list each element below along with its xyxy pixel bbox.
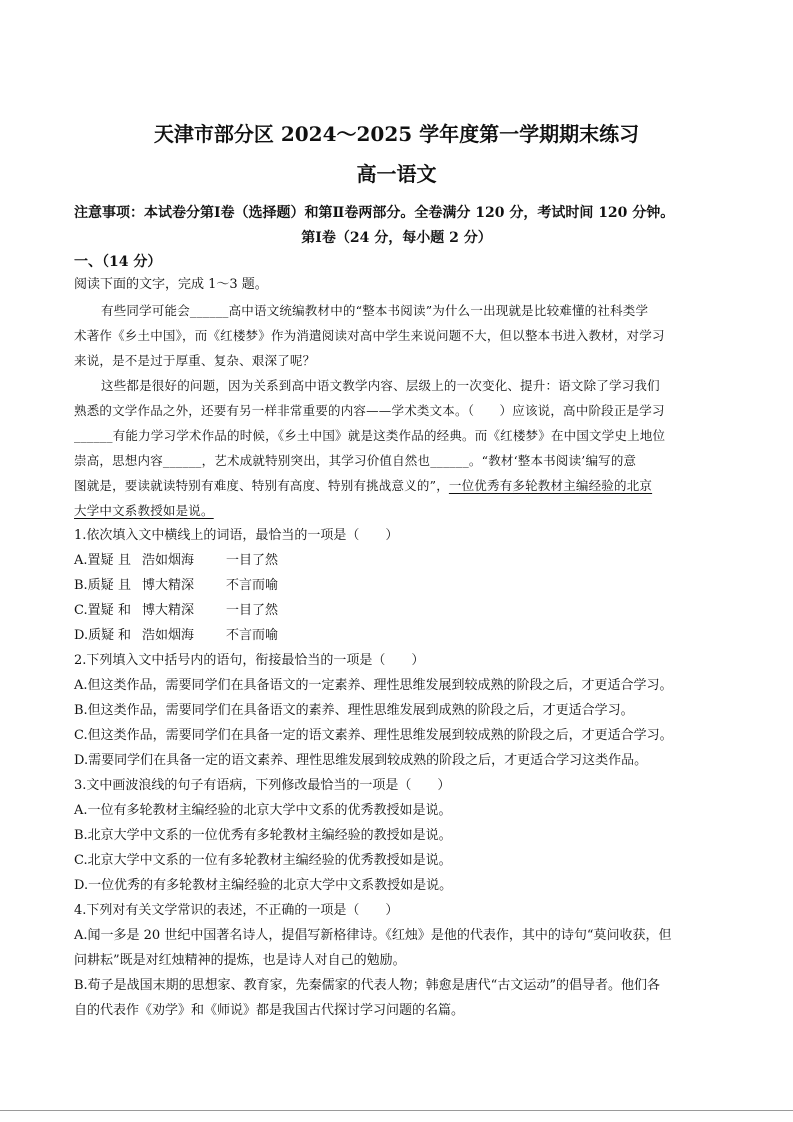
passage-line: ______有能力学习学术作品的时候，《乡土中国》就是这类作品的经典。而《红楼梦》在中国文学史上地位 — [74, 428, 666, 443]
question-stem: 1.依次填入文中横线上的词语，最恰当的一项是（ ） — [74, 528, 399, 543]
section-instruction: 阅读下面的文字，完成 1～3 题。 — [74, 277, 268, 292]
option-line: B.荀子是战国末期的思想家、教育家，先秦儒家的代表人物；韩愈是唐代“古文运动”的倡导者。他们各 — [74, 978, 660, 993]
passage-line: 有些同学可能会______高中语文统编教材中的“整本书阅读”为什么一出现就是比较难懂的社科类学 — [101, 303, 649, 318]
option-line: C.北京大学中文系的一位有多轮教材主编经验的优秀教授如是说。 — [74, 853, 452, 868]
option-line: A.一位有多轮教材主编经验的北京大学中文系的优秀教授如是说。 — [74, 803, 452, 818]
option-line: B.北京大学中文系的一位优秀有多轮教材主编经验的教授如是说。 — [74, 828, 452, 843]
option-row — [74, 577, 278, 595]
option-line: D.一位优秀的有多轮教材主编经验的北京大学中文系教授如是说。 — [74, 878, 453, 893]
passage-line: 熟悉的文学作品之外，还要有另一样非常重要的内容——学术类文本。（ ）应该说，高中阶段正是学习 — [74, 403, 665, 418]
passage-line: 这些都是很好的问题，因为关系到高中语文教学内容、层级上的一次变化、提升：语文除了学习我们 — [101, 378, 660, 393]
option-line: D.需要同学们在具备一定的语文素养、理性思维发展到较成熟的阶段之后，才更适合学习这类作品。 — [74, 753, 648, 768]
option-line: A.但这类作品，需要同学们在具备语文的一定素养、理性思维发展到较成熟的阶段之后，才更适合学习。 — [74, 678, 673, 693]
option-cell: D.质疑 — [74, 628, 115, 643]
option-line: 问耕耘”既是对红烛精神的提炼，也是诗人对自己的勉励。 — [74, 953, 406, 968]
option-cell: 一目了然 — [226, 603, 279, 618]
option-cell: 和 — [118, 628, 132, 643]
option-cell: B.质疑 — [74, 578, 114, 593]
option-row — [74, 627, 278, 645]
option-line: A.闻一多是 20 世纪中国著名诗人，提倡写新格律诗。《红烛》是他的代表作，其中的诗句“莫问收获，但 — [74, 928, 672, 943]
option-cell: 博大精深 — [142, 603, 195, 618]
passage-text: 图就是，要读就读特别有难度、特别有高度、特别有挑战意义的”， — [74, 478, 449, 493]
option-cell: 和 — [118, 603, 132, 618]
page-bottom-divider — [0, 1110, 793, 1111]
question-stem: 3.文中画波浪线的句子有语病，下列修改最恰当的一项是（ ） — [74, 778, 451, 793]
option-cell: 浩如烟海 — [142, 553, 195, 568]
subject-title: 高一语文 — [356, 162, 437, 186]
section-heading: 一、（14 分） — [74, 254, 162, 270]
option-cell: A.置疑 — [74, 553, 114, 568]
option-cell: C.置疑 — [74, 603, 114, 618]
question-stem: 2.下列填入文中括号内的语句，衔接最恰当的一项是（ ） — [74, 653, 425, 668]
option-cell: 且 — [118, 578, 132, 593]
option-line: C.但这类作品，需要同学们在具备一定的语文素养、理性思维发展到较成熟的阶段之后，才更适合学习。 — [74, 728, 673, 743]
question-stem: 4.下列对有关文学常识的表述，不正确的一项是（ ） — [74, 903, 399, 918]
passage-line: 术著作《乡土中国》，而《红楼梦》作为消遣阅读对高中学生来说问题不大，但以整本书进入教材，对学习 — [74, 328, 665, 343]
option-line: B.但这类作品，需要同学们在具备语文的素养、理性思维发展到成熟的阶段之后，才更适合学习。 — [74, 703, 634, 718]
option-cell: 不言而喻 — [226, 628, 279, 643]
option-cell: 且 — [118, 553, 132, 568]
passage-line: 崇高，思想内容______，艺术成就特别突出，其学习价值自然也______。“教材‘整本书阅读’编写的意 — [74, 453, 637, 468]
wavy-underlined-sentence: 大学中文系教授如是说。 — [74, 503, 214, 518]
option-cell: 一目了然 — [226, 553, 279, 568]
option-cell: 博大精深 — [142, 578, 195, 593]
option-cell: 不言而喻 — [226, 578, 279, 593]
passage-line — [74, 477, 652, 495]
option-line: 自的代表作《劝学》和《师说》都是我国古代探讨学习问题的名篇。 — [74, 1003, 465, 1018]
option-row — [74, 602, 278, 620]
notice-text: 注意事项：本试卷分第Ⅰ卷（选择题）和第Ⅱ卷两部分。全卷满分 120 分，考试时间 120 分钟。 — [74, 205, 675, 221]
page-title: 天津市部分区 2024～2025 学年度第一学期期末练习 — [153, 122, 640, 146]
passage-line: 来说，是不是过于厚重、复杂、艰深了呢？ — [74, 353, 316, 368]
option-row — [74, 552, 278, 570]
option-cell: 浩如烟海 — [142, 628, 195, 643]
wavy-underlined-sentence: 一位优秀有多轮教材主编经验的北京 — [448, 478, 653, 493]
volume-heading: 第Ⅰ卷（24 分，每小题 2 分） — [301, 230, 492, 246]
